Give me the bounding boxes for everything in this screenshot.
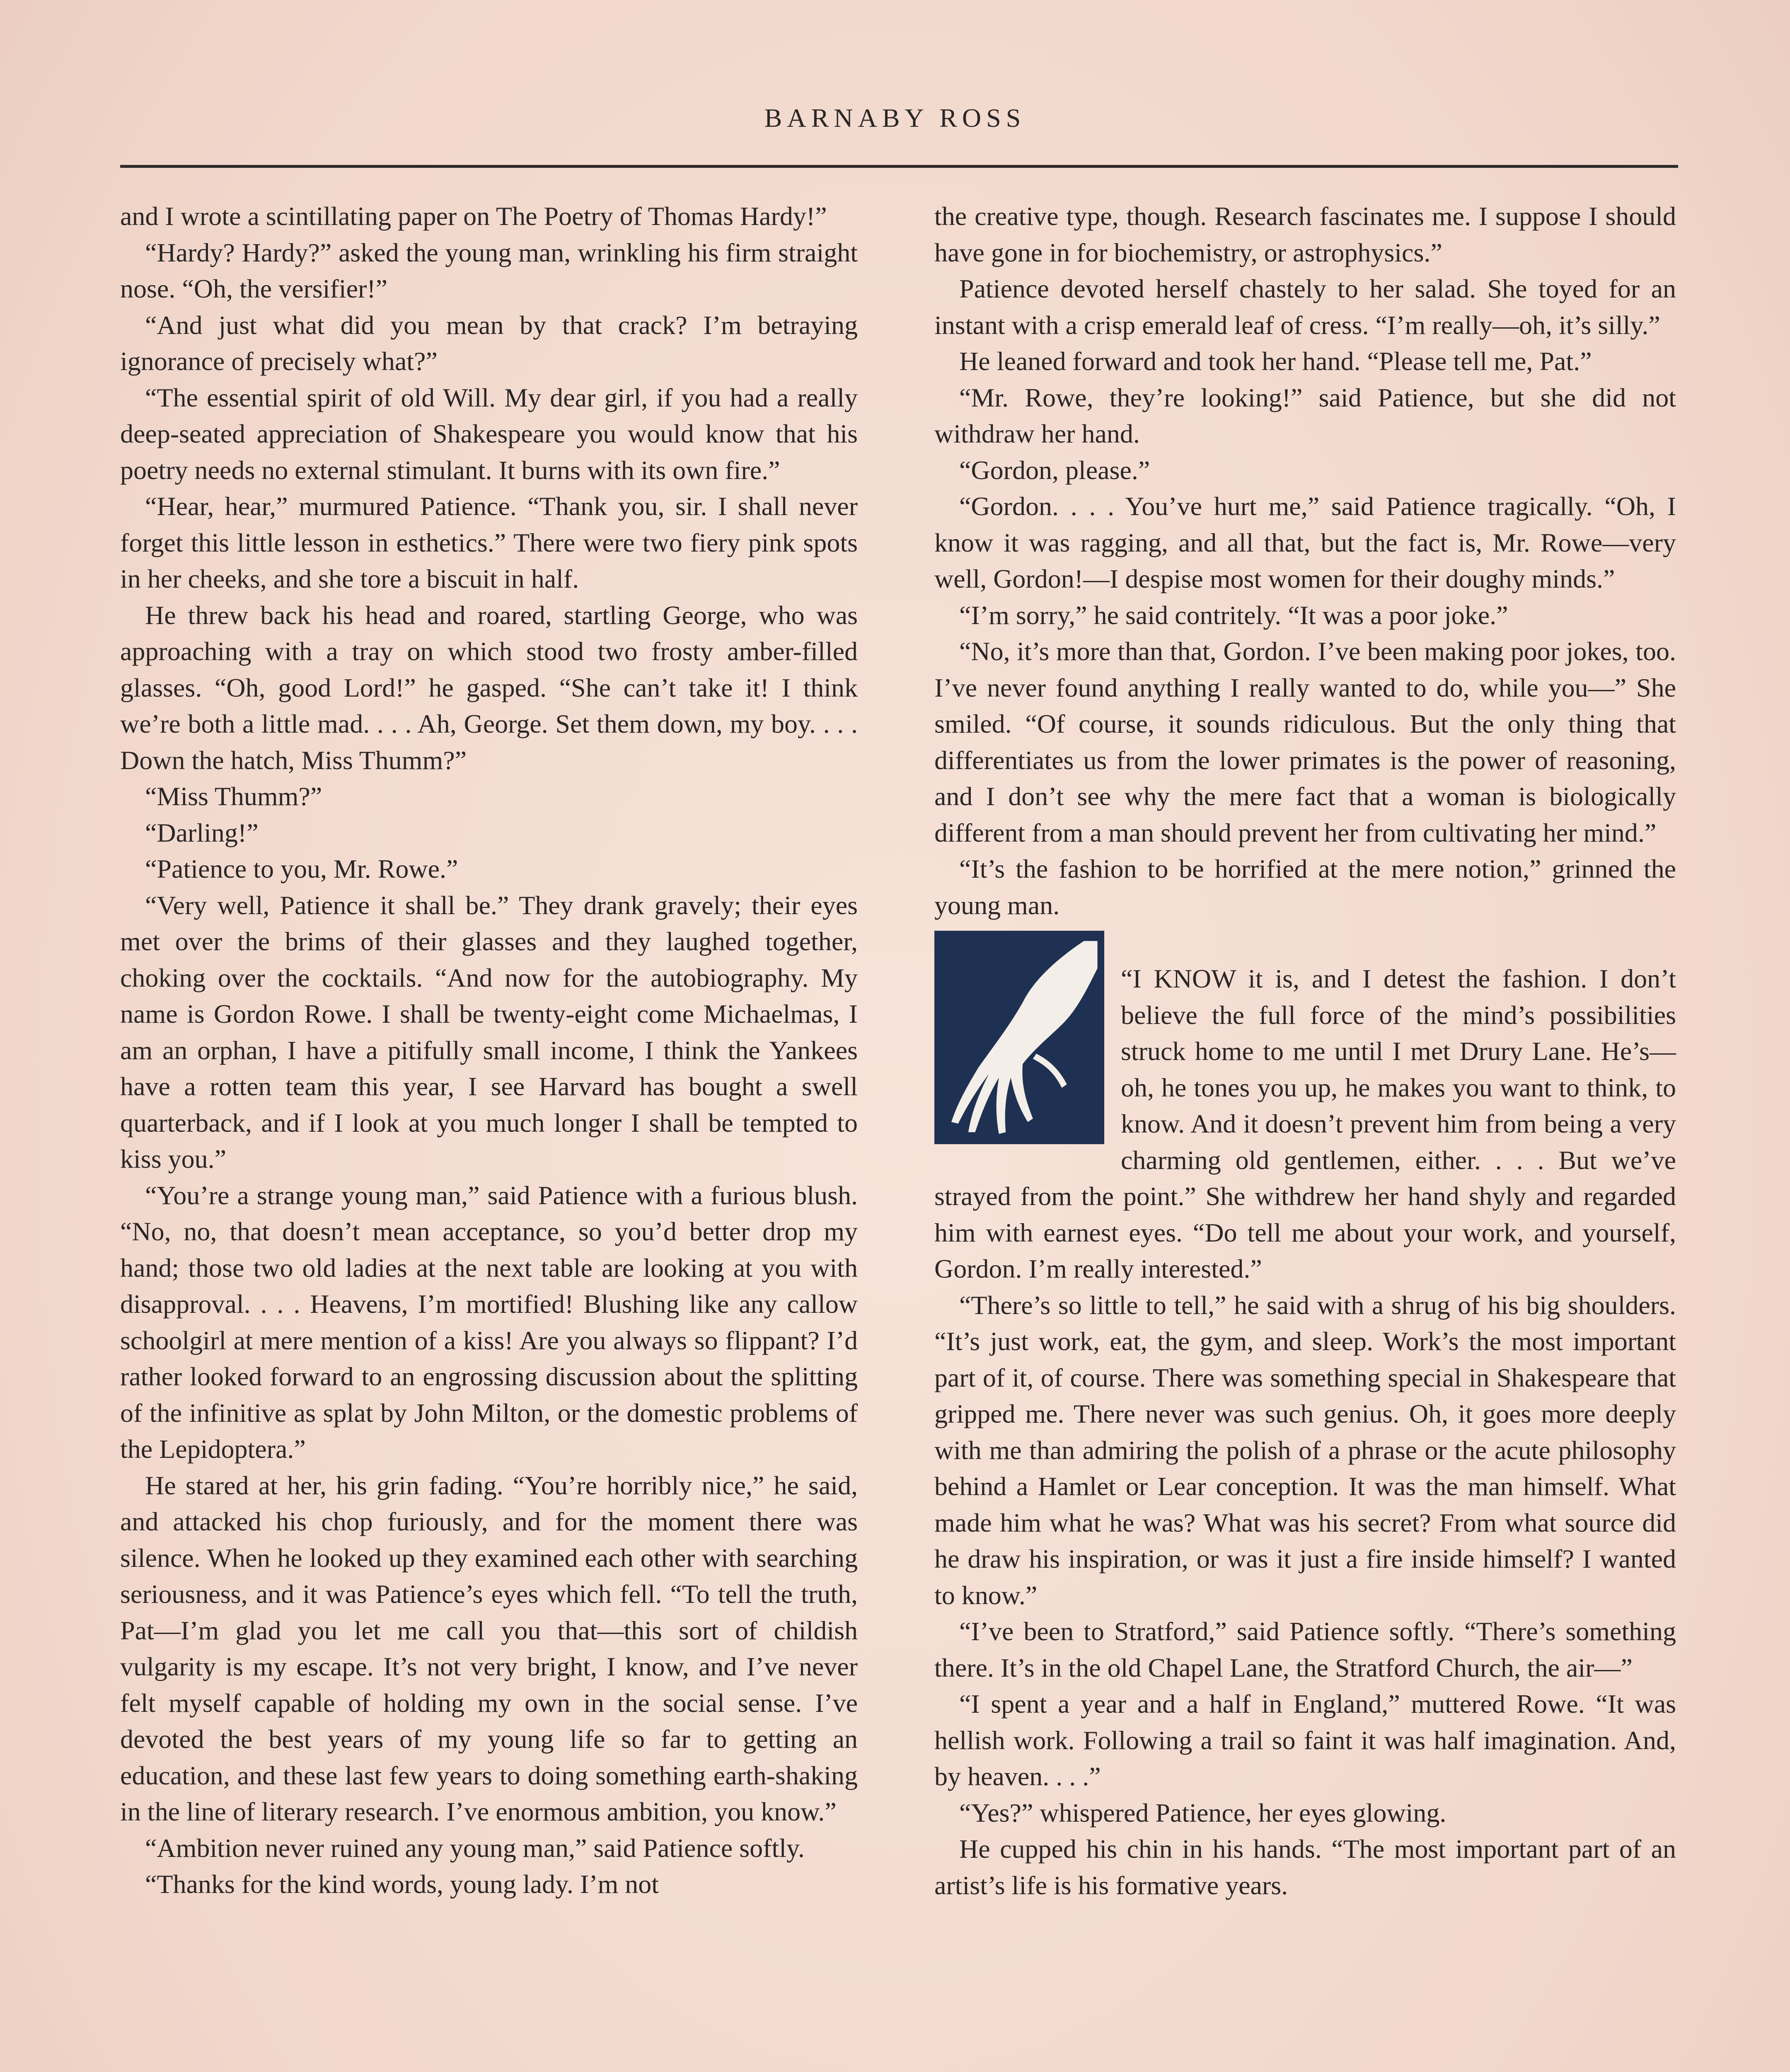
paragraph: He leaned forward and took her hand. “Please tell me, Pat.” [959, 346, 1592, 376]
right-column [934, 198, 1676, 1903]
paragraph: and I wrote a scintillating paper on The Poetry of Thomas Hardy!” [120, 201, 827, 231]
paragraph: “Darling!” [145, 818, 259, 847]
paragraph: “Hear, hear,” murmured Patience. “Thank you, sir. I shall never forget this little lesson in esthetics.” There were two fiery pink spots in her cheeks, and she tore a biscuit in half. [120, 491, 858, 593]
paragraph: “Gordon. . . . You’ve hurt me,” said Patience tragically. “Oh, I know it was ragging, and all that, but the fact is, Mr. Rowe—very well, Gordon!—I despise most women for their doughy minds.” [934, 491, 1676, 593]
paragraph: “Very well, Patience it shall be.” They drank gravely; their eyes met over the brims of their glasses and they laughed together, choking over the cocktails. “And now for the autobiography. My name is Gordon Rowe. I shall be twenty-eight come Michaelmas, I am an orphan, I have a pitifully small income, I think the Yankees have a rotten team this year, I see Harvard has bought a swell quarterback, and if I look at you much longer I shall be tempted to kiss you.” [120, 890, 858, 1174]
header-rule [120, 165, 1678, 168]
paragraph: “Miss Thumm?” [145, 782, 322, 811]
paragraph: “Mr. Rowe, they’re looking!” said Patience, but she did not withdraw her hand. [934, 382, 1676, 448]
paragraph: “I KNOW it is, and I detest the fashion. I don’t believe the full force of the mind’s possibilities struck home to me until I met Drury Lane. He’s—oh, he tones you up, he makes you want to think, to know. And it doesn’t prevent him from being a very charming old gentlemen, either. . . . But we’ve strayed from the point.” She withdrew her hand shyly and regarded him with earnest eyes. “Do tell me about your work, and yourself, Gordon. I’m really interested.” [934, 964, 1676, 1283]
paragraph: He stared at her, his grin fading. “You’re horribly nice,” he said, and attacked his chop furiously, and for the moment there was silence. When he looked up they examined each other with searching seriousness, and it was Patience’s eyes which fell. “To tell the truth, Pat—I’m glad you let me call you that—this sort of childish vulgarity is my escape. It’s not very bright, I know, and I’ve never felt myself capable of holding my own in the social sense. I’ve devoted the best years of my young life so far to getting an education, and these last few years to doing something earth-shaking in the line of literary research. I’ve enormous ambition, you know.” [120, 1470, 858, 1826]
paragraph: “You’re a strange young man,” said Patience with a furious blush. “No, no, that doesn’t mean acceptance, so you’d better drop my hand; those two old ladies at the next table are looking at you with disapproval. . . . Heavens, I’m mortified! Blushing like any callow schoolgirl at mere mention of a kiss! Are you always so flippant? I’d rather looked forward to an engrossing discussion about the splitting of the infinitive as splat by John Milton, or the domestic problems of the Lepidoptera.” [120, 1180, 858, 1464]
left-column [120, 198, 858, 1903]
running-head: BARNABY ROSS [764, 103, 1026, 133]
hand-illustration-icon [934, 931, 1104, 1144]
paragraph: “Thanks for the kind words, young lady. I’m not [145, 1869, 659, 1899]
paragraph: “Yes?” whispered Patience, her eyes glowing. [959, 1798, 1447, 1828]
paragraph: Patience devoted herself chastely to her salad. She toyed for an instant with a crisp emerald leaf of cress. “I’m really—oh, it’s silly.” [934, 274, 1676, 340]
paragraph: “It’s the fashion to be horrified at the mere notion,” grinned the young man. [934, 854, 1676, 920]
paragraph: “Ambition never ruined any young man,” said Patience softly. [145, 1833, 805, 1863]
paragraph: “There’s so little to tell,” he said with a shrug of his big shoulders. “It’s just work, eat, the gym, and sleep. Work’s the most important part of it, of course. There was something special in Shakespeare that gripped me. There never was such genius. Oh, it goes more deeply with me than admiring the polish of a phrase or the acute philosophy behind a Hamlet or Lear conception. It was the man himself. What made him what he was? What was his secret? From what source did he draw his inspiration, or was it just a fire inside himself? I wanted to know.” [934, 1290, 1676, 1610]
paragraph: “No, it’s more than that, Gordon. I’ve been making poor jokes, too. I’ve never found anything I really wanted to do, while you—” She smiled. “Of course, it sounds ridiculous. But the only thing that differentiates us from the lower primates is the power of reasoning, and I don’t see why the mere fact that a woman is biologically different from a man should prevent her from cultivating her mind.” [934, 637, 1676, 847]
paragraph: the creative type, though. Research fascinates me. I suppose I should have gone in for biochemistry, or astrophysics.” [934, 201, 1676, 267]
paragraph: “I spent a year and a half in England,” muttered Rowe. “It was hellish work. Following a trail so faint it was half imagination. And, by heaven. . . .” [934, 1689, 1676, 1791]
paragraph: He threw back his head and roared, startling George, who was approaching with a tray on which stood two frosty amber-filled glasses. “Oh, good Lord!” he gasped. “She can’t take it! I think we’re both a little mad. . . . Ah, George. Set them down, my boy. . . . Down the hatch, Miss Thumm?” [120, 600, 858, 775]
paragraph: “Hardy? Hardy?” asked the young man, wrinkling his firm straight nose. “Oh, the versifier!” [120, 237, 858, 303]
paragraph: “And just what did you mean by that crack? I’m betraying ignorance of precisely what?” [120, 310, 858, 376]
paragraph: “Patience to you, Mr. Rowe.” [145, 854, 458, 884]
paragraph: “I’ve been to Stratford,” said Patience softly. “There’s something there. It’s in the old Chapel Lane, the Stratford Church, the air—” [934, 1617, 1676, 1682]
paragraph: “Gordon, please.” [959, 455, 1150, 485]
paragraph: “I’m sorry,” he said contritely. “It was a poor joke.” [959, 600, 1508, 630]
paragraph: He cupped his chin in his hands. “The most important part of an artist’s life is his formative years. [934, 1834, 1676, 1900]
paragraph: “The essential spirit of old Will. My dear girl, if you had a really deep-seated appreciation of Shakespeare you would know that his poetry needs no external stimulant. It burns with its own fire.” [120, 382, 858, 485]
